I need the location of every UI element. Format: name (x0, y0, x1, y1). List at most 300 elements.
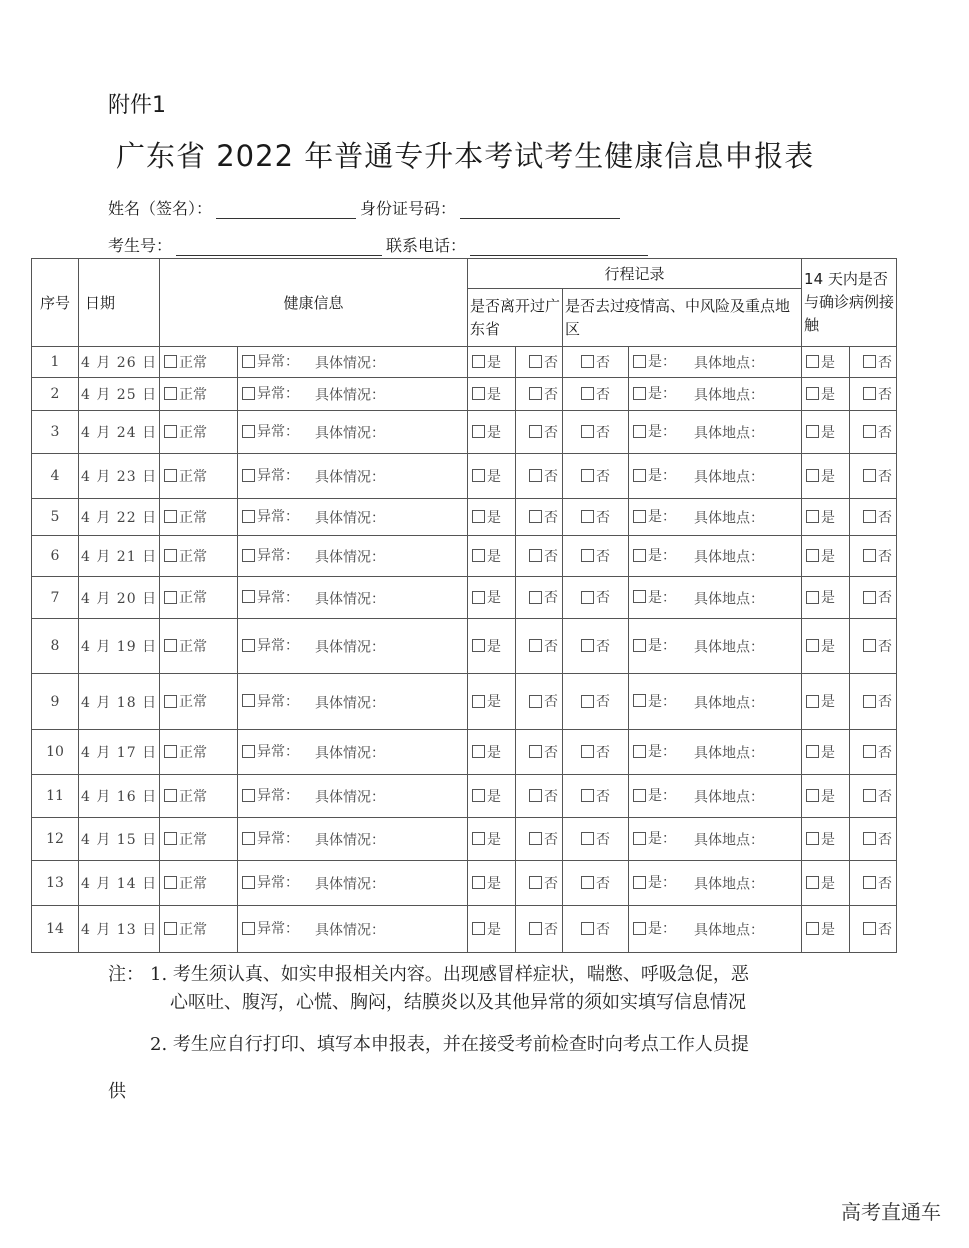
contact-no-checkbox[interactable]: 否 (863, 691, 892, 711)
abnormal-checkbox[interactable]: 异常： (242, 465, 299, 485)
left-gd-yes-checkbox[interactable]: 是 (472, 384, 501, 404)
checkbox-icon (164, 355, 177, 368)
left-gd-yes-checkbox[interactable]: 是 (472, 636, 501, 656)
note-1-line-2: 心呕吐、腹泻，心慌、胸闷，结膜炎以及其他异常的须如实填写信息情况 (170, 992, 746, 1013)
page-title: 广东省 2022 年普通专升本考试考生健康信息申报表 (116, 139, 815, 173)
checkbox-icon (472, 387, 485, 400)
risk-no-checkbox[interactable]: 否 (581, 422, 610, 442)
risk-no-checkbox[interactable]: 否 (581, 507, 610, 527)
risk-yes-checkbox[interactable]: 是： (633, 465, 676, 485)
phone-field[interactable] (470, 237, 648, 256)
checkbox-icon (472, 425, 485, 438)
location-label: 具体地点： (694, 387, 765, 404)
left-gd-no-checkbox[interactable]: 否 (529, 507, 558, 527)
risk-no-checkbox[interactable]: 否 (581, 829, 610, 849)
normal-checkbox[interactable]: 正常 (164, 742, 207, 762)
checkbox-icon (581, 639, 594, 652)
location-label: 具体地点： (694, 745, 765, 762)
specific-label: 具体情况： (315, 745, 385, 762)
left-gd-no-checkbox[interactable]: 否 (529, 636, 558, 656)
normal-checkbox[interactable]: 正常 (164, 352, 207, 372)
contact-no-checkbox[interactable]: 否 (863, 829, 892, 849)
row-seq: 2 (32, 378, 79, 411)
checkbox-icon (863, 922, 876, 935)
abnormal-checkbox[interactable]: 异常： (242, 785, 299, 805)
table-row (32, 536, 897, 577)
contact-yes-checkbox[interactable]: 是 (806, 919, 835, 939)
checkbox-icon (472, 832, 485, 845)
left-gd-yes-checkbox[interactable]: 是 (472, 507, 501, 527)
left-gd-yes-checkbox[interactable]: 是 (472, 352, 501, 372)
checkbox-icon (529, 355, 542, 368)
abnormal-checkbox[interactable]: 异常： (242, 635, 299, 655)
checkbox-icon (633, 425, 646, 438)
checkbox-icon (806, 922, 819, 935)
left-gd-no-checkbox[interactable]: 否 (529, 422, 558, 442)
checkbox-icon (633, 694, 646, 707)
checkbox-icon (164, 425, 177, 438)
header-itinerary: 行程记录 (468, 259, 802, 289)
checkbox-icon (863, 387, 876, 400)
abnormal-checkbox[interactable]: 异常： (242, 828, 299, 848)
normal-checkbox[interactable]: 正常 (164, 466, 207, 486)
checkbox-icon (863, 695, 876, 708)
checkbox-icon (242, 355, 255, 368)
checkbox-icon (529, 510, 542, 523)
checkbox-icon (806, 639, 819, 652)
contact-no-checkbox[interactable]: 否 (863, 786, 892, 806)
specific-label: 具体情况： (315, 789, 385, 806)
table-row (32, 378, 897, 411)
table-row (32, 730, 897, 775)
checkbox-icon (581, 425, 594, 438)
checkbox-icon (472, 469, 485, 482)
table-row (32, 674, 897, 730)
row-date: 4 月 19 日 (79, 619, 160, 674)
checkbox-icon (806, 876, 819, 889)
location-label: 具体地点： (694, 695, 765, 712)
specific-label: 具体情况： (315, 695, 385, 712)
contact-yes-checkbox[interactable]: 是 (806, 466, 835, 486)
checkbox-icon (242, 789, 255, 802)
checkbox-icon (529, 639, 542, 652)
location-label: 具体地点： (694, 789, 765, 806)
note-2-line-2: 供 (108, 1081, 126, 1102)
checkbox-icon (581, 745, 594, 758)
normal-checkbox[interactable]: 正常 (164, 636, 207, 656)
row-seq: 12 (32, 818, 79, 861)
checkbox-icon (164, 510, 177, 523)
left-gd-yes-checkbox[interactable]: 是 (472, 691, 501, 711)
risk-yes-checkbox[interactable]: 是： (633, 383, 676, 403)
row-seq: 4 (32, 454, 79, 499)
header-date: 日期 (79, 259, 160, 347)
checkbox-icon (242, 639, 255, 652)
specific-label: 具体情况： (315, 355, 385, 372)
row-date: 4 月 20 日 (79, 577, 160, 619)
checkbox-icon (806, 387, 819, 400)
specific-label: 具体情况： (315, 832, 385, 849)
contact-yes-checkbox[interactable]: 是 (806, 873, 835, 893)
checkbox-icon (633, 510, 646, 523)
contact-no-checkbox[interactable]: 否 (863, 919, 892, 939)
checkbox-icon (633, 639, 646, 652)
left-gd-no-checkbox[interactable]: 否 (529, 829, 558, 849)
header-contact: 14 天内是否与确诊病例接触 (802, 259, 897, 347)
exam-phone-row (108, 233, 652, 256)
risk-no-checkbox[interactable]: 否 (581, 466, 610, 486)
table-row (32, 454, 897, 499)
contact-no-checkbox[interactable]: 否 (863, 384, 892, 404)
checkbox-icon (164, 591, 177, 604)
name-id-row (108, 196, 624, 219)
checkbox-icon (529, 425, 542, 438)
phone-label: 联系电话： (386, 236, 467, 255)
left-gd-yes-checkbox[interactable]: 是 (472, 546, 501, 566)
row-seq: 1 (32, 347, 79, 378)
risk-no-checkbox[interactable]: 否 (581, 546, 610, 566)
normal-checkbox[interactable]: 正常 (164, 691, 207, 711)
checkbox-icon (472, 695, 485, 708)
left-gd-no-checkbox[interactable]: 否 (529, 384, 558, 404)
checkbox-icon (242, 745, 255, 758)
specific-label: 具体情况： (315, 469, 385, 486)
contact-no-checkbox[interactable]: 否 (863, 587, 892, 607)
checkbox-icon (472, 639, 485, 652)
risk-yes-checkbox[interactable]: 是： (633, 918, 676, 938)
risk-yes-checkbox[interactable]: 是： (633, 351, 676, 371)
location-label: 具体地点： (694, 549, 765, 566)
checkbox-icon (581, 876, 594, 889)
abnormal-checkbox[interactable]: 异常： (242, 918, 299, 938)
checkbox-icon (242, 510, 255, 523)
row-date: 4 月 24 日 (79, 411, 160, 454)
checkbox-icon (806, 832, 819, 845)
checkbox-icon (472, 355, 485, 368)
normal-checkbox[interactable]: 正常 (164, 786, 207, 806)
row-seq: 14 (32, 906, 79, 953)
risk-yes-checkbox[interactable]: 是： (633, 545, 676, 565)
checkbox-icon (806, 469, 819, 482)
row-seq: 6 (32, 536, 79, 577)
location-label: 具体地点： (694, 510, 765, 527)
risk-yes-checkbox[interactable]: 是： (633, 421, 676, 441)
left-gd-yes-checkbox[interactable]: 是 (472, 786, 501, 806)
risk-no-checkbox[interactable]: 否 (581, 636, 610, 656)
row-seq: 9 (32, 674, 79, 730)
risk-yes-checkbox[interactable]: 是： (633, 741, 676, 761)
contact-no-checkbox[interactable]: 否 (863, 422, 892, 442)
risk-no-checkbox[interactable]: 否 (581, 352, 610, 372)
contact-no-checkbox[interactable]: 否 (863, 636, 892, 656)
location-label: 具体地点： (694, 591, 765, 608)
row-date: 4 月 22 日 (79, 499, 160, 536)
checkbox-icon (863, 832, 876, 845)
row-date: 4 月 26 日 (79, 347, 160, 378)
left-gd-yes-checkbox[interactable]: 是 (472, 587, 501, 607)
checkbox-icon (633, 355, 646, 368)
location-label: 具体地点： (694, 876, 765, 893)
left-gd-no-checkbox[interactable]: 否 (529, 786, 558, 806)
left-gd-no-checkbox[interactable]: 否 (529, 873, 558, 893)
contact-no-checkbox[interactable]: 否 (863, 742, 892, 762)
checkbox-icon (581, 922, 594, 935)
checkbox-icon (242, 387, 255, 400)
checkbox-icon (242, 922, 255, 935)
row-seq: 11 (32, 775, 79, 818)
checkbox-icon (472, 922, 485, 935)
id-field[interactable] (460, 200, 620, 219)
checkbox-icon (164, 876, 177, 889)
table-row (32, 906, 897, 953)
left-gd-no-checkbox[interactable]: 否 (529, 742, 558, 762)
contact-yes-checkbox[interactable]: 是 (806, 384, 835, 404)
left-gd-no-checkbox[interactable]: 否 (529, 546, 558, 566)
risk-yes-checkbox[interactable]: 是： (633, 785, 676, 805)
checkbox-icon (633, 549, 646, 562)
specific-label: 具体情况： (315, 387, 385, 404)
checkbox-icon (806, 591, 819, 604)
contact-yes-checkbox[interactable]: 是 (806, 352, 835, 372)
contact-yes-checkbox[interactable]: 是 (806, 546, 835, 566)
checkbox-icon (472, 510, 485, 523)
risk-yes-checkbox[interactable]: 是： (633, 635, 676, 655)
risk-no-checkbox[interactable]: 否 (581, 786, 610, 806)
checkbox-icon (529, 469, 542, 482)
health-declaration-table (31, 258, 897, 953)
checkbox-icon (581, 469, 594, 482)
left-gd-no-checkbox[interactable]: 否 (529, 691, 558, 711)
header-left-guangdong: 是否离开过广东省 (468, 289, 563, 347)
checkbox-icon (863, 510, 876, 523)
abnormal-checkbox[interactable]: 异常： (242, 872, 299, 892)
normal-checkbox[interactable]: 正常 (164, 919, 207, 939)
left-gd-yes-checkbox[interactable]: 是 (472, 829, 501, 849)
row-seq: 8 (32, 619, 79, 674)
checkbox-icon (164, 789, 177, 802)
risk-yes-checkbox[interactable]: 是： (633, 872, 676, 892)
risk-no-checkbox[interactable]: 否 (581, 873, 610, 893)
checkbox-icon (242, 694, 255, 707)
table-row (32, 347, 897, 378)
checkbox-icon (581, 387, 594, 400)
left-gd-yes-checkbox[interactable]: 是 (472, 919, 501, 939)
checkbox-icon (863, 745, 876, 758)
checkbox-icon (863, 876, 876, 889)
contact-yes-checkbox[interactable]: 是 (806, 691, 835, 711)
exam-no-field[interactable] (176, 237, 382, 256)
name-field[interactable] (216, 200, 356, 219)
contact-no-checkbox[interactable]: 否 (863, 546, 892, 566)
checkbox-icon (806, 695, 819, 708)
risk-yes-checkbox[interactable]: 是： (633, 587, 676, 607)
checkbox-icon (164, 922, 177, 935)
checkbox-icon (863, 639, 876, 652)
contact-yes-checkbox[interactable]: 是 (806, 422, 835, 442)
specific-label: 具体情况： (315, 591, 385, 608)
abnormal-checkbox[interactable]: 异常： (242, 383, 299, 403)
checkbox-icon (806, 355, 819, 368)
location-label: 具体地点： (694, 425, 765, 442)
specific-label: 具体情况： (315, 922, 385, 939)
risk-yes-checkbox[interactable]: 是： (633, 828, 676, 848)
checkbox-icon (581, 549, 594, 562)
normal-checkbox[interactable]: 正常 (164, 384, 207, 404)
row-date: 4 月 21 日 (79, 536, 160, 577)
checkbox-icon (529, 876, 542, 889)
checkbox-icon (633, 745, 646, 758)
risk-no-checkbox[interactable]: 否 (581, 587, 610, 607)
location-label: 具体地点： (694, 355, 765, 372)
location-label: 具体地点： (694, 832, 765, 849)
abnormal-checkbox[interactable]: 异常： (242, 351, 299, 371)
checkbox-icon (581, 510, 594, 523)
abnormal-checkbox[interactable]: 异常： (242, 741, 299, 761)
attachment-label: 附件1 (108, 93, 166, 118)
checkbox-icon (164, 745, 177, 758)
checkbox-icon (806, 425, 819, 438)
specific-label: 具体情况： (315, 549, 385, 566)
checkbox-icon (633, 469, 646, 482)
checkbox-icon (806, 549, 819, 562)
abnormal-checkbox[interactable]: 异常： (242, 691, 299, 711)
checkbox-icon (806, 745, 819, 758)
specific-label: 具体情况： (315, 876, 385, 893)
contact-yes-checkbox[interactable]: 是 (806, 829, 835, 849)
checkbox-icon (863, 469, 876, 482)
checkbox-icon (633, 832, 646, 845)
specific-label: 具体情况： (315, 639, 385, 656)
specific-label: 具体情况： (315, 425, 385, 442)
normal-checkbox[interactable]: 正常 (164, 546, 207, 566)
contact-yes-checkbox[interactable]: 是 (806, 786, 835, 806)
left-gd-no-checkbox[interactable]: 否 (529, 466, 558, 486)
risk-no-checkbox[interactable]: 否 (581, 691, 610, 711)
checkbox-icon (164, 639, 177, 652)
checkbox-icon (529, 745, 542, 758)
checkbox-icon (529, 789, 542, 802)
left-gd-no-checkbox[interactable]: 否 (529, 919, 558, 939)
abnormal-checkbox[interactable]: 异常： (242, 506, 299, 526)
checkbox-icon (863, 549, 876, 562)
risk-no-checkbox[interactable]: 否 (581, 384, 610, 404)
left-gd-no-checkbox[interactable]: 否 (529, 352, 558, 372)
abnormal-checkbox[interactable]: 异常： (242, 421, 299, 441)
table-row (32, 577, 897, 619)
left-gd-no-checkbox[interactable]: 否 (529, 587, 558, 607)
left-gd-yes-checkbox[interactable]: 是 (472, 466, 501, 486)
table-row (32, 861, 897, 906)
normal-checkbox[interactable]: 正常 (164, 507, 207, 527)
normal-checkbox[interactable]: 正常 (164, 587, 207, 607)
specific-label: 具体情况： (315, 510, 385, 527)
note-2-line-1: 2. 考生应自行打印、填写本申报表，并在接受考前检查时向考点工作人员提 (150, 1034, 749, 1055)
watermark: 高考直通车 (841, 1200, 941, 1224)
checkbox-icon (633, 876, 646, 889)
checkbox-icon (164, 549, 177, 562)
checkbox-icon (806, 510, 819, 523)
checkbox-icon (472, 591, 485, 604)
header-seq: 序号 (32, 259, 79, 347)
id-label: 身份证号码： (360, 199, 457, 218)
left-gd-yes-checkbox[interactable]: 是 (472, 422, 501, 442)
table-row (32, 411, 897, 454)
checkbox-icon (529, 387, 542, 400)
left-gd-yes-checkbox[interactable]: 是 (472, 742, 501, 762)
row-seq: 7 (32, 577, 79, 619)
note-prefix: 注： (108, 964, 144, 985)
table-row (32, 775, 897, 818)
checkbox-icon (581, 695, 594, 708)
row-date: 4 月 18 日 (79, 674, 160, 730)
checkbox-icon (529, 549, 542, 562)
abnormal-checkbox[interactable]: 异常： (242, 587, 299, 607)
checkbox-icon (633, 387, 646, 400)
contact-no-checkbox[interactable]: 否 (863, 507, 892, 527)
contact-yes-checkbox[interactable]: 是 (806, 636, 835, 656)
normal-checkbox[interactable]: 正常 (164, 422, 207, 442)
contact-no-checkbox[interactable]: 否 (863, 873, 892, 893)
row-date: 4 月 17 日 (79, 730, 160, 775)
checkbox-icon (242, 832, 255, 845)
checkbox-icon (472, 789, 485, 802)
contact-yes-checkbox[interactable]: 是 (806, 507, 835, 527)
checkbox-icon (529, 695, 542, 708)
row-date: 4 月 25 日 (79, 378, 160, 411)
checkbox-icon (863, 425, 876, 438)
risk-no-checkbox[interactable]: 否 (581, 742, 610, 762)
checkbox-icon (242, 876, 255, 889)
normal-checkbox[interactable]: 正常 (164, 873, 207, 893)
checkbox-icon (242, 469, 255, 482)
note-1-line-1: 1. 考生须认真、如实申报相关内容。出现感冒样症状，喘憋、呼吸急促，恶 (150, 964, 749, 985)
contact-no-checkbox[interactable]: 否 (863, 466, 892, 486)
checkbox-icon (164, 469, 177, 482)
row-seq: 3 (32, 411, 79, 454)
location-label: 具体地点： (694, 922, 765, 939)
checkbox-icon (581, 355, 594, 368)
checkbox-icon (242, 590, 255, 603)
checkbox-icon (581, 789, 594, 802)
left-gd-yes-checkbox[interactable]: 是 (472, 873, 501, 893)
abnormal-checkbox[interactable]: 异常： (242, 545, 299, 565)
checkbox-icon (164, 387, 177, 400)
checkbox-icon (863, 355, 876, 368)
normal-checkbox[interactable]: 正常 (164, 829, 207, 849)
risk-yes-checkbox[interactable]: 是： (633, 506, 676, 526)
checkbox-icon (164, 832, 177, 845)
row-date: 4 月 13 日 (79, 906, 160, 953)
row-seq: 5 (32, 499, 79, 536)
contact-no-checkbox[interactable]: 否 (863, 352, 892, 372)
checkbox-icon (529, 832, 542, 845)
checkbox-icon (529, 591, 542, 604)
checkbox-icon (863, 789, 876, 802)
risk-yes-checkbox[interactable]: 是： (633, 691, 676, 711)
row-date: 4 月 16 日 (79, 775, 160, 818)
checkbox-icon (581, 591, 594, 604)
location-label: 具体地点： (694, 639, 765, 656)
risk-no-checkbox[interactable]: 否 (581, 919, 610, 939)
contact-yes-checkbox[interactable]: 是 (806, 587, 835, 607)
checkbox-icon (472, 876, 485, 889)
checkbox-icon (806, 789, 819, 802)
checkbox-icon (242, 549, 255, 562)
contact-yes-checkbox[interactable]: 是 (806, 742, 835, 762)
row-date: 4 月 23 日 (79, 454, 160, 499)
checkbox-icon (242, 425, 255, 438)
row-date: 4 月 14 日 (79, 861, 160, 906)
